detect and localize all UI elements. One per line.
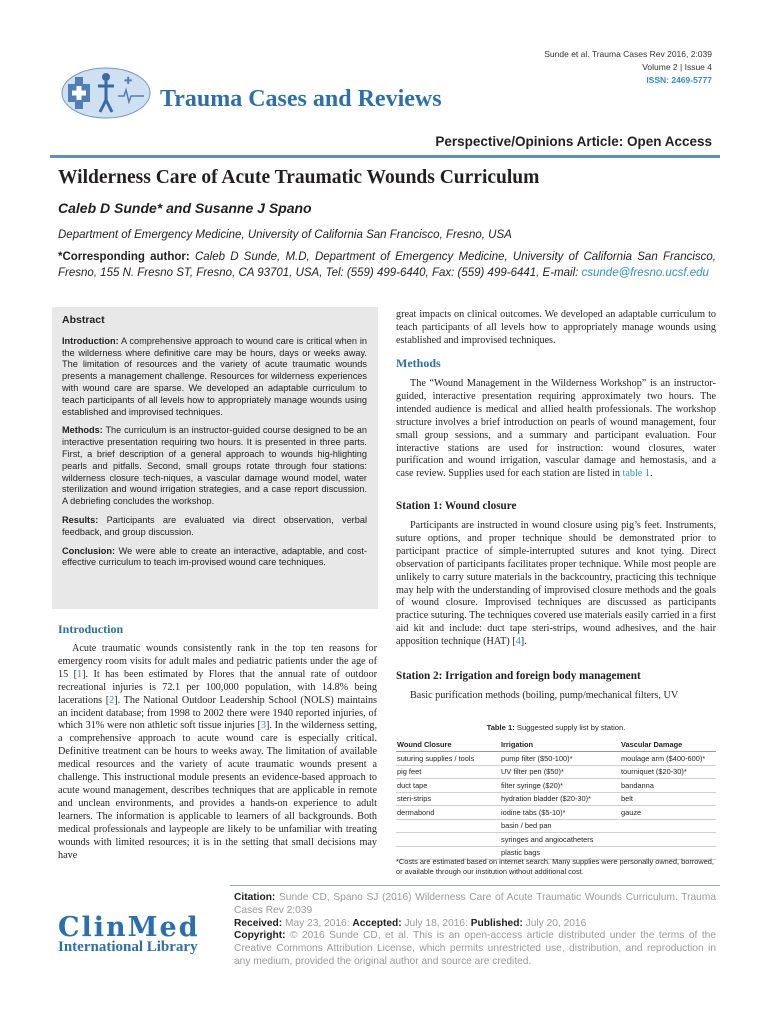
copyright-label: Copyright: bbox=[234, 930, 286, 942]
authors: Caleb D Sunde* and Susanne J Spano bbox=[58, 200, 312, 216]
intro-text-d: ]. In the wilderness setting, a comprehensive approach to acute wound care is especially critical. Definitive treatment can be hours to weeks away. The limitation of available medical resources and the variety of acute traumatic wounds present a challenge. This instructional module presents an evidence-based approach to acute wound management, describes techniques that are applicable in remote and unclean environments, and provides a hands-on experience to adult learners. The information is applicable to learners of all backgrounds. Both medical professionals and laypeople are likely to be unfamiliar with treating wounds with limited resources; it is in the setting that small decisions may have bbox=[58, 720, 378, 861]
station-1-text-a: Participants are instructed in wound closure using pig’s feet. Instruments, suture options, and proper technique should be demonstrated prior to participant practice of simple-interrupted sutures and knot tying. Direct observation of participants facilitates proper technique. While most people are unlikely to carry suture materials in the backcountry, practicing this technique may help with the understanding of improvised closure methods and the goals of wound closure. Improvised techniques are discussed as participants practice suturing. The techniques covered use materials easily carried in a first aid kit and include: duct tape steri-strips, wound adhesives, and the hair apposition technique (HAT) [ bbox=[396, 520, 716, 648]
table-caption-label: Table 1: bbox=[486, 723, 515, 732]
methods-heading: Methods bbox=[396, 356, 441, 370]
table-row bbox=[396, 819, 716, 833]
header-rule bbox=[50, 155, 720, 158]
article-type: Perspective/Opinions Article: Open Access bbox=[435, 134, 712, 149]
affiliation: Department of Emergency Medicine, University of California San Francisco, Fresno, USA bbox=[58, 229, 512, 241]
table-row bbox=[396, 779, 716, 793]
citation-line: Sunde et al. Trauma Cases Rev 2016, 2:039 bbox=[544, 49, 712, 59]
copyright-text: © 2016 Sunde CD, et al. This is an open-access article distributed under the terms of the Creative Commons Attribution License, which permits unrestricted use, distribution, and reproduction in any medium, provided the original author and source are credited. bbox=[234, 930, 716, 967]
abstract-intro-text: A comprehensive approach to wound care is critical when in the wilderness where definitive care may be hours, days or weeks away. The limitation of resources and the variety of acute traumatic wounds presents a management challenge. Resources for wilderness experiences with wound care are sparse. We developed an adaptable curriculum to teach participants of all levels how to appropriately manage wounds using established and improvised techniques. bbox=[62, 335, 367, 417]
table-caption bbox=[396, 723, 716, 732]
right-column-continuation bbox=[396, 309, 716, 348]
table-footnote: *Costs are estimated based on internet search. Many supplies were personally owned, borrowed, or available through our institution without additional cost. bbox=[396, 857, 714, 876]
table-header-row bbox=[396, 737, 716, 752]
intro-text-b: ]. It has been estimated by Flores that the annual rate of outdoor recreational injuries is 72.1 per 100,000 population, with 14.8% being lacerations [ bbox=[58, 668, 377, 706]
abstract-methods-text: The curriculum is an instructor-guided course designed to be an interactive presentation requiring two hours. It is presented in three parts. First, a brief description of a general approach to wounds hig-hlighting pearls and pitfalls. Second, small groups rotate through four stations: wilderness closure tech-niques, a vascular damage wound model, water sterilization and wound irrigation strategies, and a case report discussion. A debriefing concludes the workshop. bbox=[62, 425, 367, 507]
station-2-body bbox=[396, 690, 716, 703]
table-cell: pig feet bbox=[396, 765, 500, 779]
ref-link-1[interactable]: 1 bbox=[77, 668, 83, 680]
table-cell: tourniquet ($20-30)* bbox=[620, 765, 716, 779]
table-cell: steri-strips bbox=[396, 792, 500, 806]
table-header: Wound Closure bbox=[396, 737, 500, 752]
table-cell: suturing supplies / tools bbox=[396, 752, 500, 766]
methods-paragraph bbox=[396, 378, 716, 481]
table-cell bbox=[620, 819, 716, 833]
email-link[interactable]: csunde@fresno.ucsf.edu bbox=[581, 266, 709, 279]
methods-text-a: The “Wound Management in the Wilderness Workshop” is an instructor-guided, interactive presentation requiring approximately two hours. The intended audience is medical and allied health professionals. The workshop structure involves a brief introduction on pearls of wound management, four small group sessions, and a summary and participant evaluation. Four interactive stations are used for instruction: wound closures, water purification and wound irrigation, vascular damage and hemostasis, and a case review. Supplies used for each station are listed in bbox=[396, 378, 716, 480]
abstract-heading: Abstract bbox=[62, 314, 105, 326]
abstract-results-label: Results: bbox=[62, 514, 99, 525]
intro-text-c: ]. The National Outdoor Leadership School (NOLS) maintains an incident database; from 1998 to 2002 there were 1940 reported injuries, of which 31% were non athletic soft tissue injuries [ bbox=[58, 694, 378, 732]
corr-label: *Corresponding author: bbox=[58, 251, 190, 263]
introduction-paragraph bbox=[58, 643, 377, 862]
table-cell bbox=[396, 833, 500, 847]
journal-title: Trauma Cases and Reviews bbox=[160, 86, 442, 112]
station-1-body bbox=[396, 520, 716, 649]
header-meta bbox=[544, 48, 712, 87]
publisher-logo: ClinMed bbox=[58, 912, 200, 943]
accepted-label: Accepted: bbox=[352, 917, 402, 929]
table-row bbox=[396, 752, 716, 766]
table-header: Irrigation bbox=[500, 737, 620, 752]
table-cell bbox=[396, 819, 500, 833]
received-date: May 23, 2016: bbox=[282, 917, 353, 929]
abstract-box bbox=[52, 307, 378, 609]
table-row bbox=[396, 806, 716, 820]
abstract-results-text: Participants are evaluated via direct observation, verbal feedback, and group discussion. bbox=[62, 514, 367, 537]
table-cell: plastic bags bbox=[500, 846, 620, 860]
table-header: Vascular Damage bbox=[620, 737, 716, 752]
table-cell: iodine tabs ($5-10)* bbox=[500, 806, 620, 820]
table-cell: UV filter pen ($50)* bbox=[500, 765, 620, 779]
footer-dates bbox=[234, 918, 716, 931]
abstract-results bbox=[62, 515, 367, 539]
station-1-text-b: ]. bbox=[520, 636, 527, 648]
table-cell: duct tape bbox=[396, 779, 500, 793]
table-1-link[interactable]: table 1 bbox=[622, 468, 650, 480]
received-label: Received: bbox=[234, 917, 283, 929]
table-cell: filter syringe ($20)* bbox=[500, 779, 620, 793]
methods-text-b: . bbox=[649, 468, 653, 480]
corr-text: Caleb D Sunde, M.D, Department of Emergency Medicine, University of California San Francisco, Fresno, 155 N. Fresno ST, Fresno, CA 93701, USA, Tel: (559) 499-6440, Fax: (559) 499-6441, E-mail: bbox=[58, 251, 716, 279]
abstract-conclusion-label: Conclusion: bbox=[62, 545, 116, 556]
journal-logo-icon bbox=[58, 66, 154, 120]
intro-text-a: Acute traumatic wounds consistently rank in the top ten reasons for emergency room visits for adult males and pediatric patients under the age of 15 [ bbox=[58, 643, 377, 680]
table-cell bbox=[620, 833, 716, 847]
table-cell: pump filter ($50-100)* bbox=[500, 752, 620, 766]
table-cell: dermabond bbox=[396, 806, 500, 820]
published-label: Published: bbox=[470, 917, 523, 929]
footer-citation bbox=[234, 892, 716, 918]
station-1-heading: Station 1: Wound closure bbox=[396, 500, 517, 512]
table-row bbox=[396, 792, 716, 806]
publisher-subtitle: International Library bbox=[58, 939, 198, 955]
abstract-conclusion-text: We were able to create an interactive, adaptable, and cost-effective curriculum to teach im-provised wound care techniques. bbox=[62, 545, 367, 568]
svg-text:✚: ✚ bbox=[124, 76, 133, 87]
ref-link-3[interactable]: 3 bbox=[260, 720, 266, 732]
article-title: Wilderness Care of Acute Traumatic Wounds Curriculum bbox=[58, 167, 540, 188]
footer-rule bbox=[230, 885, 720, 886]
station-2-heading: Station 2: Irrigation and foreign body management bbox=[396, 670, 641, 682]
ref-link-2[interactable]: 2 bbox=[109, 694, 115, 706]
station-1-paragraph bbox=[396, 520, 716, 649]
continuation-paragraph: great impacts on clinical outcomes. We developed an adaptable curriculum to teach participants of all levels how to appropriately manage wounds using established and improvised techniques. bbox=[396, 309, 716, 346]
footer-info bbox=[234, 892, 716, 969]
table-cell: belt bbox=[620, 792, 716, 806]
abstract-methods-label: Methods: bbox=[62, 425, 103, 436]
table-cell: basin / bed pan bbox=[500, 819, 620, 833]
methods-body bbox=[396, 378, 716, 481]
corresponding-author bbox=[58, 250, 716, 281]
introduction-heading: Introduction bbox=[58, 622, 124, 636]
table-cell: bandanna bbox=[620, 779, 716, 793]
table-cell: hydration bladder ($20-30)* bbox=[500, 792, 620, 806]
table-row bbox=[396, 833, 716, 847]
abstract-methods bbox=[62, 425, 367, 508]
abstract-introduction bbox=[62, 336, 367, 419]
abstract-conclusion bbox=[62, 546, 367, 570]
introduction-body bbox=[58, 643, 377, 862]
table-cell: syringes and angiocatheters bbox=[500, 833, 620, 847]
table-caption-text: Suggested supply list by station. bbox=[514, 723, 626, 732]
table-cell: moulage arm ($400-600)* bbox=[620, 752, 716, 766]
abstract-intro-label: Introduction: bbox=[62, 335, 119, 346]
table-row bbox=[396, 765, 716, 779]
table-cell: gauze bbox=[620, 806, 716, 820]
issn: ISSN: 2469-5777 bbox=[646, 75, 712, 85]
station-2-paragraph: Basic purification methods (boiling, pump/mechanical filters, UV bbox=[410, 690, 679, 701]
citation-label: Citation: bbox=[234, 892, 276, 903]
published-date: July 20, 2016 bbox=[522, 917, 587, 929]
ref-link-4[interactable]: 4 bbox=[515, 636, 521, 648]
footer-copyright bbox=[234, 930, 716, 968]
supply-table bbox=[396, 737, 716, 860]
accepted-date: July 18, 2016: bbox=[401, 917, 471, 929]
volume-issue: Volume 2 | Issue 4 bbox=[642, 62, 712, 72]
citation-text: Sunde CD, Spano SJ (2016) Wilderness Care of Acute Traumatic Wounds Curriculum. Trauma Cases Rev 2:039 bbox=[234, 892, 716, 916]
